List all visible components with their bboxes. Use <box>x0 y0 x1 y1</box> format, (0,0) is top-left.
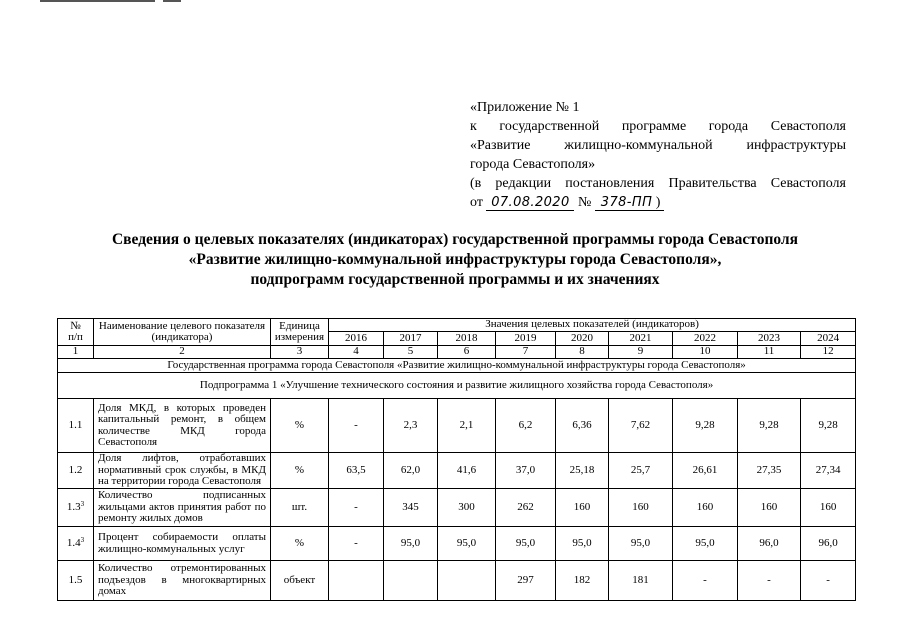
indicator-value: 95,0 <box>438 527 496 561</box>
closing-paren: ) <box>655 195 661 210</box>
appendix-edition-line <box>470 193 846 212</box>
handwritten-number-field <box>595 195 665 211</box>
indicator-value: 96,0 <box>801 527 856 561</box>
indicator-number <box>58 453 94 489</box>
col-header-unit-line: измерения <box>274 331 325 343</box>
indicator-value: 9,28 <box>801 399 856 453</box>
indicator-value: - <box>673 561 738 601</box>
year-header: 2021 <box>609 332 673 346</box>
column-index-cell: 5 <box>384 346 438 359</box>
indicator-value: 95,0 <box>673 527 738 561</box>
indicator-value: 2,3 <box>384 399 438 453</box>
scan-mark <box>40 0 155 2</box>
indicator-value: - <box>329 489 384 527</box>
column-index-cell: 9 <box>609 346 673 359</box>
indicator-number-text: 1.2 <box>68 463 83 476</box>
indicator-value: 6,36 <box>556 399 609 453</box>
indicator-name: Количество отремонтированных подъездов в многоквартирных домах <box>94 561 271 601</box>
year-header: 2017 <box>384 332 438 346</box>
handwritten-number: 378-ПП <box>600 195 653 210</box>
number-label: № <box>577 195 592 210</box>
indicator-value: 160 <box>801 489 856 527</box>
year-header: 2018 <box>438 332 496 346</box>
indicator-value: 160 <box>556 489 609 527</box>
handwritten-date: 07.08.2020 <box>486 195 574 211</box>
year-header: 2019 <box>496 332 556 346</box>
indicator-value: 95,0 <box>609 527 673 561</box>
indicator-value: 182 <box>556 561 609 601</box>
col-header-name-line: (индикатора) <box>151 331 213 343</box>
column-index-cell: 8 <box>556 346 609 359</box>
indicator-value: 37,0 <box>496 453 556 489</box>
indicator-row <box>58 561 856 601</box>
document-title <box>5 230 905 290</box>
title-line: Сведения о целевых показателях (индикаторах) государственной программы города Севастополя <box>111 231 799 248</box>
col-header-number-line: № <box>70 319 81 332</box>
indicator-number <box>58 561 94 601</box>
column-index-cell: 2 <box>94 346 271 359</box>
indicator-number-text: 1.3 <box>66 500 81 513</box>
indicator-value: - <box>738 561 801 601</box>
indicator-value <box>438 561 496 601</box>
indicator-value: 181 <box>609 561 673 601</box>
indicator-value: 160 <box>609 489 673 527</box>
indicator-value: 300 <box>438 489 496 527</box>
col-header-values-group: Значения целевых показателей (индикаторов) <box>329 319 856 332</box>
subprogram-row <box>58 373 856 399</box>
indicator-number <box>58 489 94 527</box>
program-row <box>58 359 856 373</box>
indicator-value: 27,35 <box>738 453 801 489</box>
indicator-value: 95,0 <box>384 527 438 561</box>
indicator-value: 2,1 <box>438 399 496 453</box>
indicator-value <box>329 561 384 601</box>
indicator-name: Количество подписанных жильцами актов принятия работ по ремонту жилых домов <box>94 489 271 527</box>
indicator-value: 345 <box>384 489 438 527</box>
indicator-value: 27,34 <box>801 453 856 489</box>
year-header: 2016 <box>329 332 384 346</box>
indicator-row <box>58 489 856 527</box>
indicator-value: - <box>329 399 384 453</box>
indicator-row <box>58 453 856 489</box>
scan-mark <box>163 0 181 2</box>
indicator-number <box>58 527 94 561</box>
indicator-number-text: 1.5 <box>68 573 83 586</box>
appendix-line: «Приложение № 1 <box>470 100 580 115</box>
indicator-unit: объект <box>271 561 329 601</box>
indicator-name: Процент собираемости оплаты жилищно-коммунальных услуг <box>94 527 271 561</box>
indicator-unit: % <box>271 527 329 561</box>
header-row <box>58 319 856 332</box>
indicator-value: 25,18 <box>556 453 609 489</box>
column-index-cell: 10 <box>673 346 738 359</box>
footnote-mark: 3 <box>80 499 85 508</box>
col-header-number <box>58 319 94 346</box>
indicator-value: - <box>801 561 856 601</box>
indicator-value: 41,6 <box>438 453 496 489</box>
indicator-value: 26,61 <box>673 453 738 489</box>
column-index-cell: 11 <box>738 346 801 359</box>
col-header-unit <box>271 319 329 346</box>
indicator-value: 9,28 <box>738 399 801 453</box>
indicator-row <box>58 399 856 453</box>
indicator-value: - <box>329 527 384 561</box>
col-header-name <box>94 319 271 346</box>
year-header: 2023 <box>738 332 801 346</box>
col-header-name-line: Наименование целевого показателя <box>98 319 266 332</box>
column-index-cell: 12 <box>801 346 856 359</box>
indicator-name: Доля МКД, в которых проведен капитальный ремонт, в общем количестве МКД города Севастополя <box>94 399 271 453</box>
column-index-row <box>58 346 856 359</box>
indicator-value: 160 <box>738 489 801 527</box>
appendix-block <box>470 98 846 212</box>
indicator-value: 7,62 <box>609 399 673 453</box>
indicator-name: Доля лифтов, отработавших нормативный срок службы, в МКД на территории города Севастополя <box>94 453 271 489</box>
indicator-unit: шт. <box>271 489 329 527</box>
title-line: подпрограмм государственной программы и их значениях <box>250 271 660 288</box>
footnote-mark: 3 <box>80 535 85 544</box>
column-index-cell: 3 <box>271 346 329 359</box>
table-header <box>58 319 856 346</box>
year-header: 2022 <box>673 332 738 346</box>
year-header: 2024 <box>801 332 856 346</box>
indicator-number-text: 1.1 <box>68 418 83 431</box>
col-header-unit-line: Единица <box>279 319 320 332</box>
column-index-cell: 4 <box>329 346 384 359</box>
indicator-unit: % <box>271 453 329 489</box>
column-index-cell: 6 <box>438 346 496 359</box>
indicator-number <box>58 399 94 453</box>
indicator-number-text: 1.4 <box>66 536 81 549</box>
indicator-value: 25,7 <box>609 453 673 489</box>
indicators-table <box>57 318 856 601</box>
indicator-value: 95,0 <box>496 527 556 561</box>
from-label: от <box>470 195 483 210</box>
indicator-value: 9,28 <box>673 399 738 453</box>
appendix-line: к государственной программе города Севастополя <box>470 119 846 134</box>
appendix-line: города Севастополя» <box>470 157 596 172</box>
indicator-value: 62,0 <box>384 453 438 489</box>
year-header: 2020 <box>556 332 609 346</box>
indicator-value: 262 <box>496 489 556 527</box>
column-index-cell: 7 <box>496 346 556 359</box>
table-body <box>58 346 856 601</box>
appendix-line: «Развитие жилищно-коммунальной инфраструктуры <box>470 138 846 153</box>
indicator-value <box>384 561 438 601</box>
indicator-value: 95,0 <box>556 527 609 561</box>
appendix-line: (в редакции постановления Правительства Севастополя <box>470 176 846 191</box>
indicator-row <box>58 527 856 561</box>
indicator-value: 297 <box>496 561 556 601</box>
indicator-value: 160 <box>673 489 738 527</box>
indicator-value: 6,2 <box>496 399 556 453</box>
subprogram-title: Подпрограмма 1 «Улучшение технического состояния и развитие жилищного хозяйства города Севастополя» <box>58 373 856 399</box>
indicator-unit: % <box>271 399 329 453</box>
program-title: Государственная программа города Севастополя «Развитие жилищно-коммунальной инфраструктуры города Севастополя» <box>58 359 856 373</box>
col-header-number-line: п/п <box>68 331 83 343</box>
column-index-cell: 1 <box>58 346 94 359</box>
indicator-value: 63,5 <box>329 453 384 489</box>
title-line: «Развитие жилищно-коммунальной инфраструктуры города Севастополя», <box>188 251 722 268</box>
indicator-value: 96,0 <box>738 527 801 561</box>
